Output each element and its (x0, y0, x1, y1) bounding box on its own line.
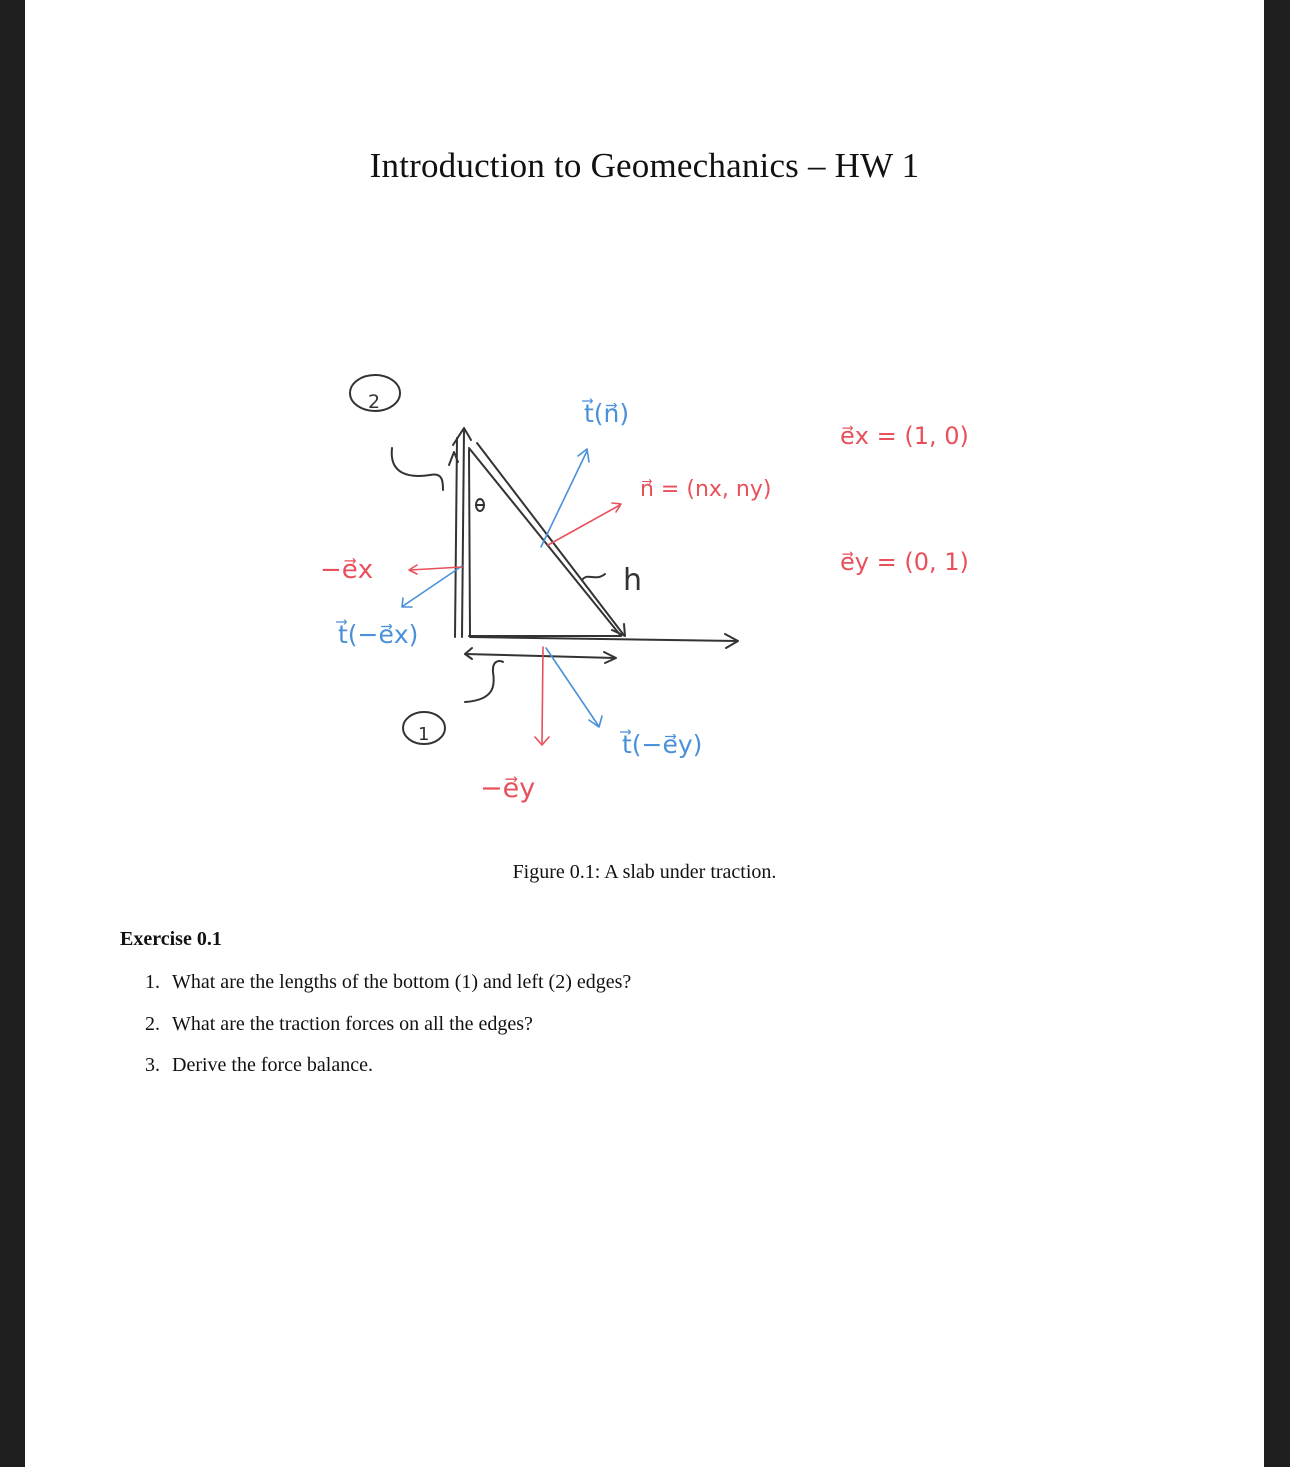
basis-ex-label: e⃗x = (1, 0) (840, 422, 969, 450)
edge-2-number: 2 (368, 391, 381, 413)
hypotenuse-label-h: h (623, 563, 643, 598)
item-text: What are the traction forces on all the edges? (172, 1012, 533, 1035)
figure-caption: Figure 0.1: A slab under traction. (512, 861, 777, 883)
triangle-vertical (469, 450, 470, 636)
document-title: Introduction to Geomechanics – HW 1 (369, 146, 920, 185)
minus-ey-label: −e⃗y (480, 773, 536, 804)
minus-ey-arrow (542, 647, 543, 743)
traction-minus-ey-label: t⃗(−e⃗y) (622, 730, 703, 759)
left-edge-line (455, 438, 457, 637)
basis-ey-label: e⃗y = (0, 1) (840, 548, 969, 576)
traction-n-arrow (541, 451, 587, 547)
traction-n-label: t⃗(n⃗) (584, 399, 630, 428)
list-item (145, 1010, 631, 1052)
minus-ex-label: −e⃗x (320, 555, 374, 585)
triangle-hypotenuse (469, 448, 621, 636)
item-text: What are the lengths of the bottom (1) and left (2) edges? (172, 971, 632, 993)
item-number: 3. (145, 1054, 160, 1076)
item-number: 1. (145, 971, 160, 993)
x-axis-line (470, 637, 737, 641)
traction-minus-ex-label: t⃗(−e⃗x) (338, 620, 419, 649)
normal-vector-label: n⃗ = (nx, ny) (640, 477, 772, 502)
list-item (145, 968, 631, 1010)
traction-minus-ey-arrow (546, 648, 598, 725)
minus-ex-arrow (410, 567, 462, 570)
document-page (25, 0, 1264, 1467)
left-edge-brace (392, 448, 443, 490)
bottom-edge-line (465, 654, 615, 658)
exercise-title: Exercise 0.1 (120, 928, 222, 950)
item-text: Derive the force balance. (172, 1054, 373, 1076)
bottom-edge-brace (465, 661, 503, 702)
item-number: 2. (145, 1012, 160, 1035)
slab-figure (25, 0, 1264, 900)
list-item (145, 1051, 631, 1093)
edge-1-number: 1 (418, 724, 430, 745)
exercise-list (145, 968, 631, 1093)
